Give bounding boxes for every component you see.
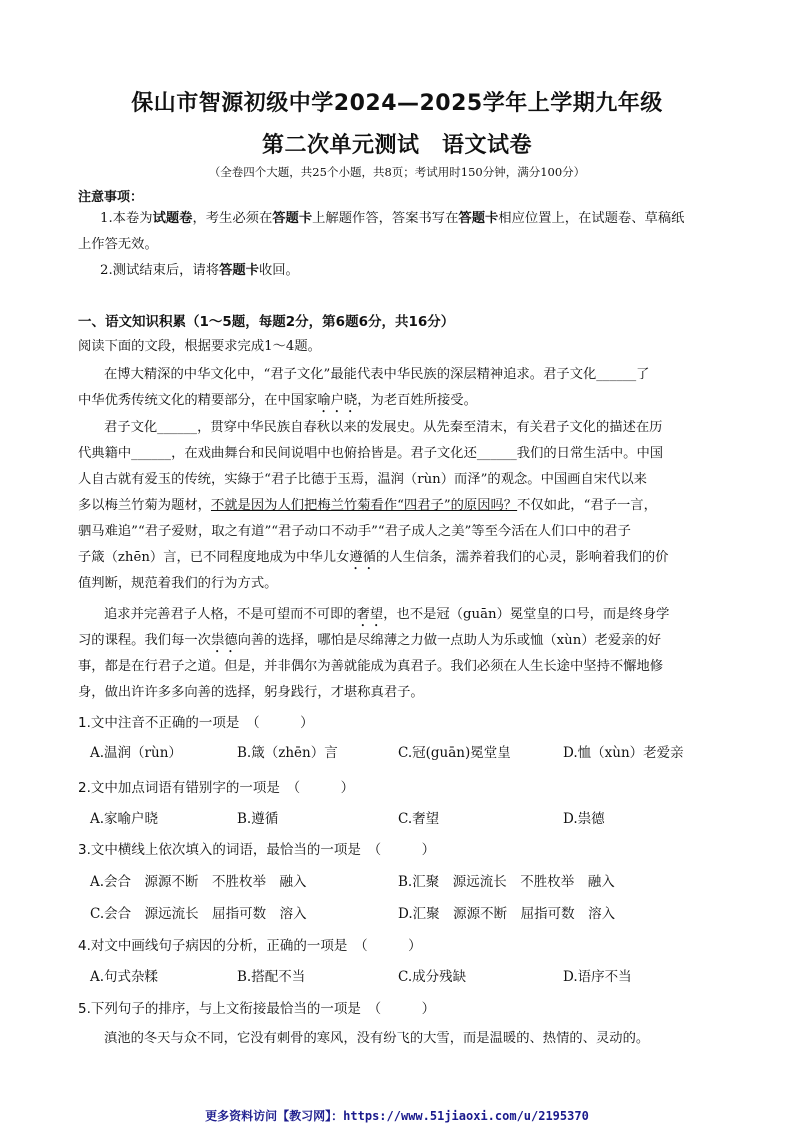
q3-option-b: B.汇聚 源远流长 不胜枚举 融入 [398,874,615,890]
q3-option-c: C.会合 源远流长 屈指可数 溶入 [90,906,307,922]
q2-option-d: D.祟德 [563,811,605,827]
q4-option-c: C.成分残缺 [398,969,467,985]
question-2-stem: 2.文中加点词语有错别字的一项是 （ ） [78,780,355,796]
dotted-word: 喻户晓 [317,393,358,408]
footer-link[interactable]: 更多资料访问【教习网】：https://www.51jiaoxi.com/u/2195370 [205,1109,589,1123]
question-3-stem: 3.文中横线上依次填入的词语，最恰当的一项是 （ ） [78,842,436,858]
dotted-word: 遵循 [349,550,376,565]
passage-line: 代典籍中______，在戏曲舞台和民间说唱中也俯拾皆是。君子文化还______我们的日常生活中。中国 [78,446,664,461]
q2-option-a: A.家喻户晓 [90,811,159,827]
passage-line: 中华优秀传统文化的精要部分，在中国家喻户晓，为老百姓所接受。 [78,393,477,408]
notes-item-2: 2.测试结束后，请将答题卡收回。 [100,263,299,278]
notes-item-1: 1.本卷为试题卷，考生必须在答题卡上解题作答，答案书写在答题卡相应位置上，在试题卷、草稿纸 [100,211,685,226]
q4-option-b: B.搭配不当 [237,969,306,985]
q2-option-c: C.奢望 [398,811,440,827]
passage-line: 在博大精深的中华文化中，“君子文化”最能代表中华民族的深层精神追求。君子文化______了 [104,367,650,382]
q1-option-d: D.恤（xùn）老爱亲 [563,745,684,761]
q4-option-d: D.语序不当 [563,969,632,985]
q1-option-c: C.冠(guān)冕堂皇 [398,745,511,761]
question-1-stem: 1.文中注音不正确的一项是 （ ） [78,715,314,731]
q3-option-d: D.汇聚 源源不断 屈指可数 溶入 [398,906,616,922]
dotted-word: 祟德 [210,633,238,648]
passage-line: 追求并完善君子人格，不是可望而不可即的奢望，也不是冠（guān）冕堂皇的口号，而是终身学 [104,607,670,622]
section-1-intro: 阅读下面的文段，根据要求完成1～4题。 [78,339,321,354]
q5-passage-text: 滇池的冬天与众不同，它没有刺骨的寒风，没有纷飞的大雪，而是温暖的、热情的、灵动的。 [104,1031,650,1046]
q1-option-a: A.温润（rùn） [90,745,182,761]
section-1-heading: 一、语文知识积累（1～5题，每题2分，第6题6分，共16分） [78,314,455,330]
passage-line: 多以梅兰竹菊为题材，不就是因为人们把梅兰竹菊看作“四君子”的原因吗？不仅如此，“君子一言， [78,498,657,513]
passage-line: 子箴（zhēn）言，已不同程度地成为中华儿女遵循的人生信条，濡养着我们的心灵，影响着我们的价 [78,550,669,565]
passage-line: 君子文化______，贯穿中华民族自春秋以来的发展史。从先秦至清末，有关君子文化的描述在历 [104,420,663,435]
q4-option-a: A.句式杂糅 [90,969,159,985]
notes-heading: 注意事项： [78,190,144,205]
passage-line: 驷马难追”“君子爱财，取之有道”“君子动口不动手”“君子成人之美”等至今活在人们口中的君子 [78,524,631,539]
question-4-stem: 4.对文中画线句子病因的分析，正确的一项是 （ ） [78,938,422,954]
passage-line: 值判断，规范着我们的行为方式。 [78,576,278,591]
exam-title-line2: 第二次单元测试 语文试卷 [261,133,532,158]
q3-option-a: A.会合 源源不断 不胜枚举 融入 [90,874,307,890]
passage-line: 人自古就有爱玉的传统，实綠于“君子比德于玉焉，温润（rùn）而泽”的观念。中国画自宋代以来 [78,472,647,487]
question-5-stem: 5.下列句子的排序，与上文衔接最恰当的一项是 （ ） [78,1001,436,1017]
notes-item-1-cont: 上作答无效。 [78,237,158,252]
passage-line: 习的课程。我们每一次祟德向善的选择，哪怕是尽绵薄之力做一点助人为乐或恤（xùn）老爱亲的好 [78,633,662,648]
exam-subtitle: （全卷四个大题，共25个小题，共8页；考试用时150分钟，满分100分） [208,165,586,179]
q2-option-b: B.遵循 [237,811,279,827]
passage-line: 事，都是在行君子之道。但是，并非偶尔为善就能成为真君子。我们必须在人生长途中坚持不懈地修 [78,659,664,674]
exam-title-line1: 保山市智源初级中学2024—2025学年上学期九年级 [131,91,663,116]
dotted-word: 奢望 [356,607,384,622]
q1-option-b: B.箴（zhēn）言 [237,745,338,761]
underlined-sentence: 不就是因为人们把梅兰竹菊看作“四君子”的原因吗？ [210,498,518,513]
passage-line: 身，做出许许多多向善的选择，躬身践行，才堪称真君子。 [78,685,424,700]
